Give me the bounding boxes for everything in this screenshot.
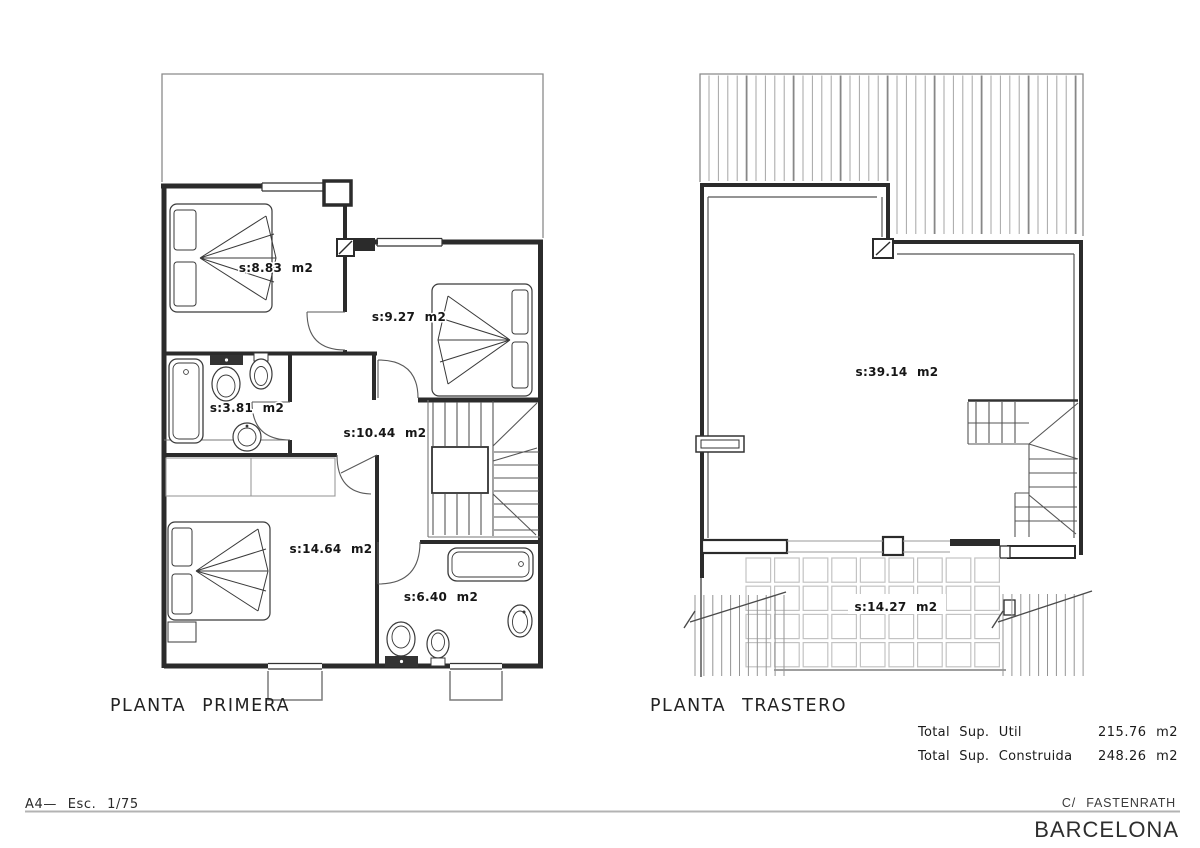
roof-hatch — [709, 76, 1076, 235]
total-util-label: Total Sup. Util — [918, 725, 1022, 740]
total-built-value: 248.26 m2 — [1098, 749, 1179, 764]
wall-vent — [696, 436, 744, 452]
room-area-label: s:9.27 m2 — [371, 310, 447, 324]
chimney-icon — [337, 238, 375, 256]
roof-outline — [700, 74, 1083, 236]
toilet-icon — [210, 355, 243, 401]
patio-boundary — [162, 74, 543, 238]
sheet-format-scale: A4— Esc. 1/75 — [25, 797, 139, 812]
bed-bedroom3 — [168, 522, 270, 642]
bidet-icon — [250, 353, 272, 389]
street-label: C/ FASTENRATH — [1061, 796, 1176, 810]
chimney-icon — [873, 239, 893, 258]
porch-right — [450, 671, 502, 700]
bidet-icon — [427, 630, 449, 666]
storage-floor-title: PLANTA TRASTERO — [650, 696, 848, 716]
title-block — [25, 796, 1180, 842]
room-area-label: s:3.81 m2 — [209, 401, 285, 415]
city-label: BARCELONA — [1034, 817, 1179, 842]
room-area-label: s:6.40 m2 — [403, 590, 479, 604]
storage-floor-plan — [650, 74, 1092, 716]
total-util-value: 215.76 m2 — [1098, 725, 1179, 740]
room-area-label: s:10.44 m2 — [343, 426, 427, 440]
toilet-icon — [385, 622, 418, 667]
staircase-storage — [968, 401, 1078, 538]
first-floor-plan — [110, 74, 543, 716]
staircase-first-floor — [432, 401, 539, 536]
first-floor-title: PLANTA PRIMERA — [110, 696, 291, 716]
bathtub-icon — [169, 359, 203, 443]
wardrobe — [166, 458, 335, 496]
sink-icon — [233, 423, 261, 451]
room-area-label: s:8.83 m2 — [238, 261, 314, 275]
total-built-label: Total Sup. Construida — [918, 749, 1073, 764]
room-area-label: s:39.14 m2 — [855, 365, 939, 379]
bed-bedroom2 — [432, 284, 532, 396]
totals-block — [917, 725, 1178, 764]
bed-bedroom1 — [170, 204, 276, 312]
pillar — [324, 181, 351, 205]
bathtub-icon — [448, 548, 533, 581]
room-area-label: s:14.27 m2 — [854, 600, 938, 614]
room-area-label: s:14.64 m2 — [289, 542, 373, 556]
sink-icon — [508, 605, 532, 637]
